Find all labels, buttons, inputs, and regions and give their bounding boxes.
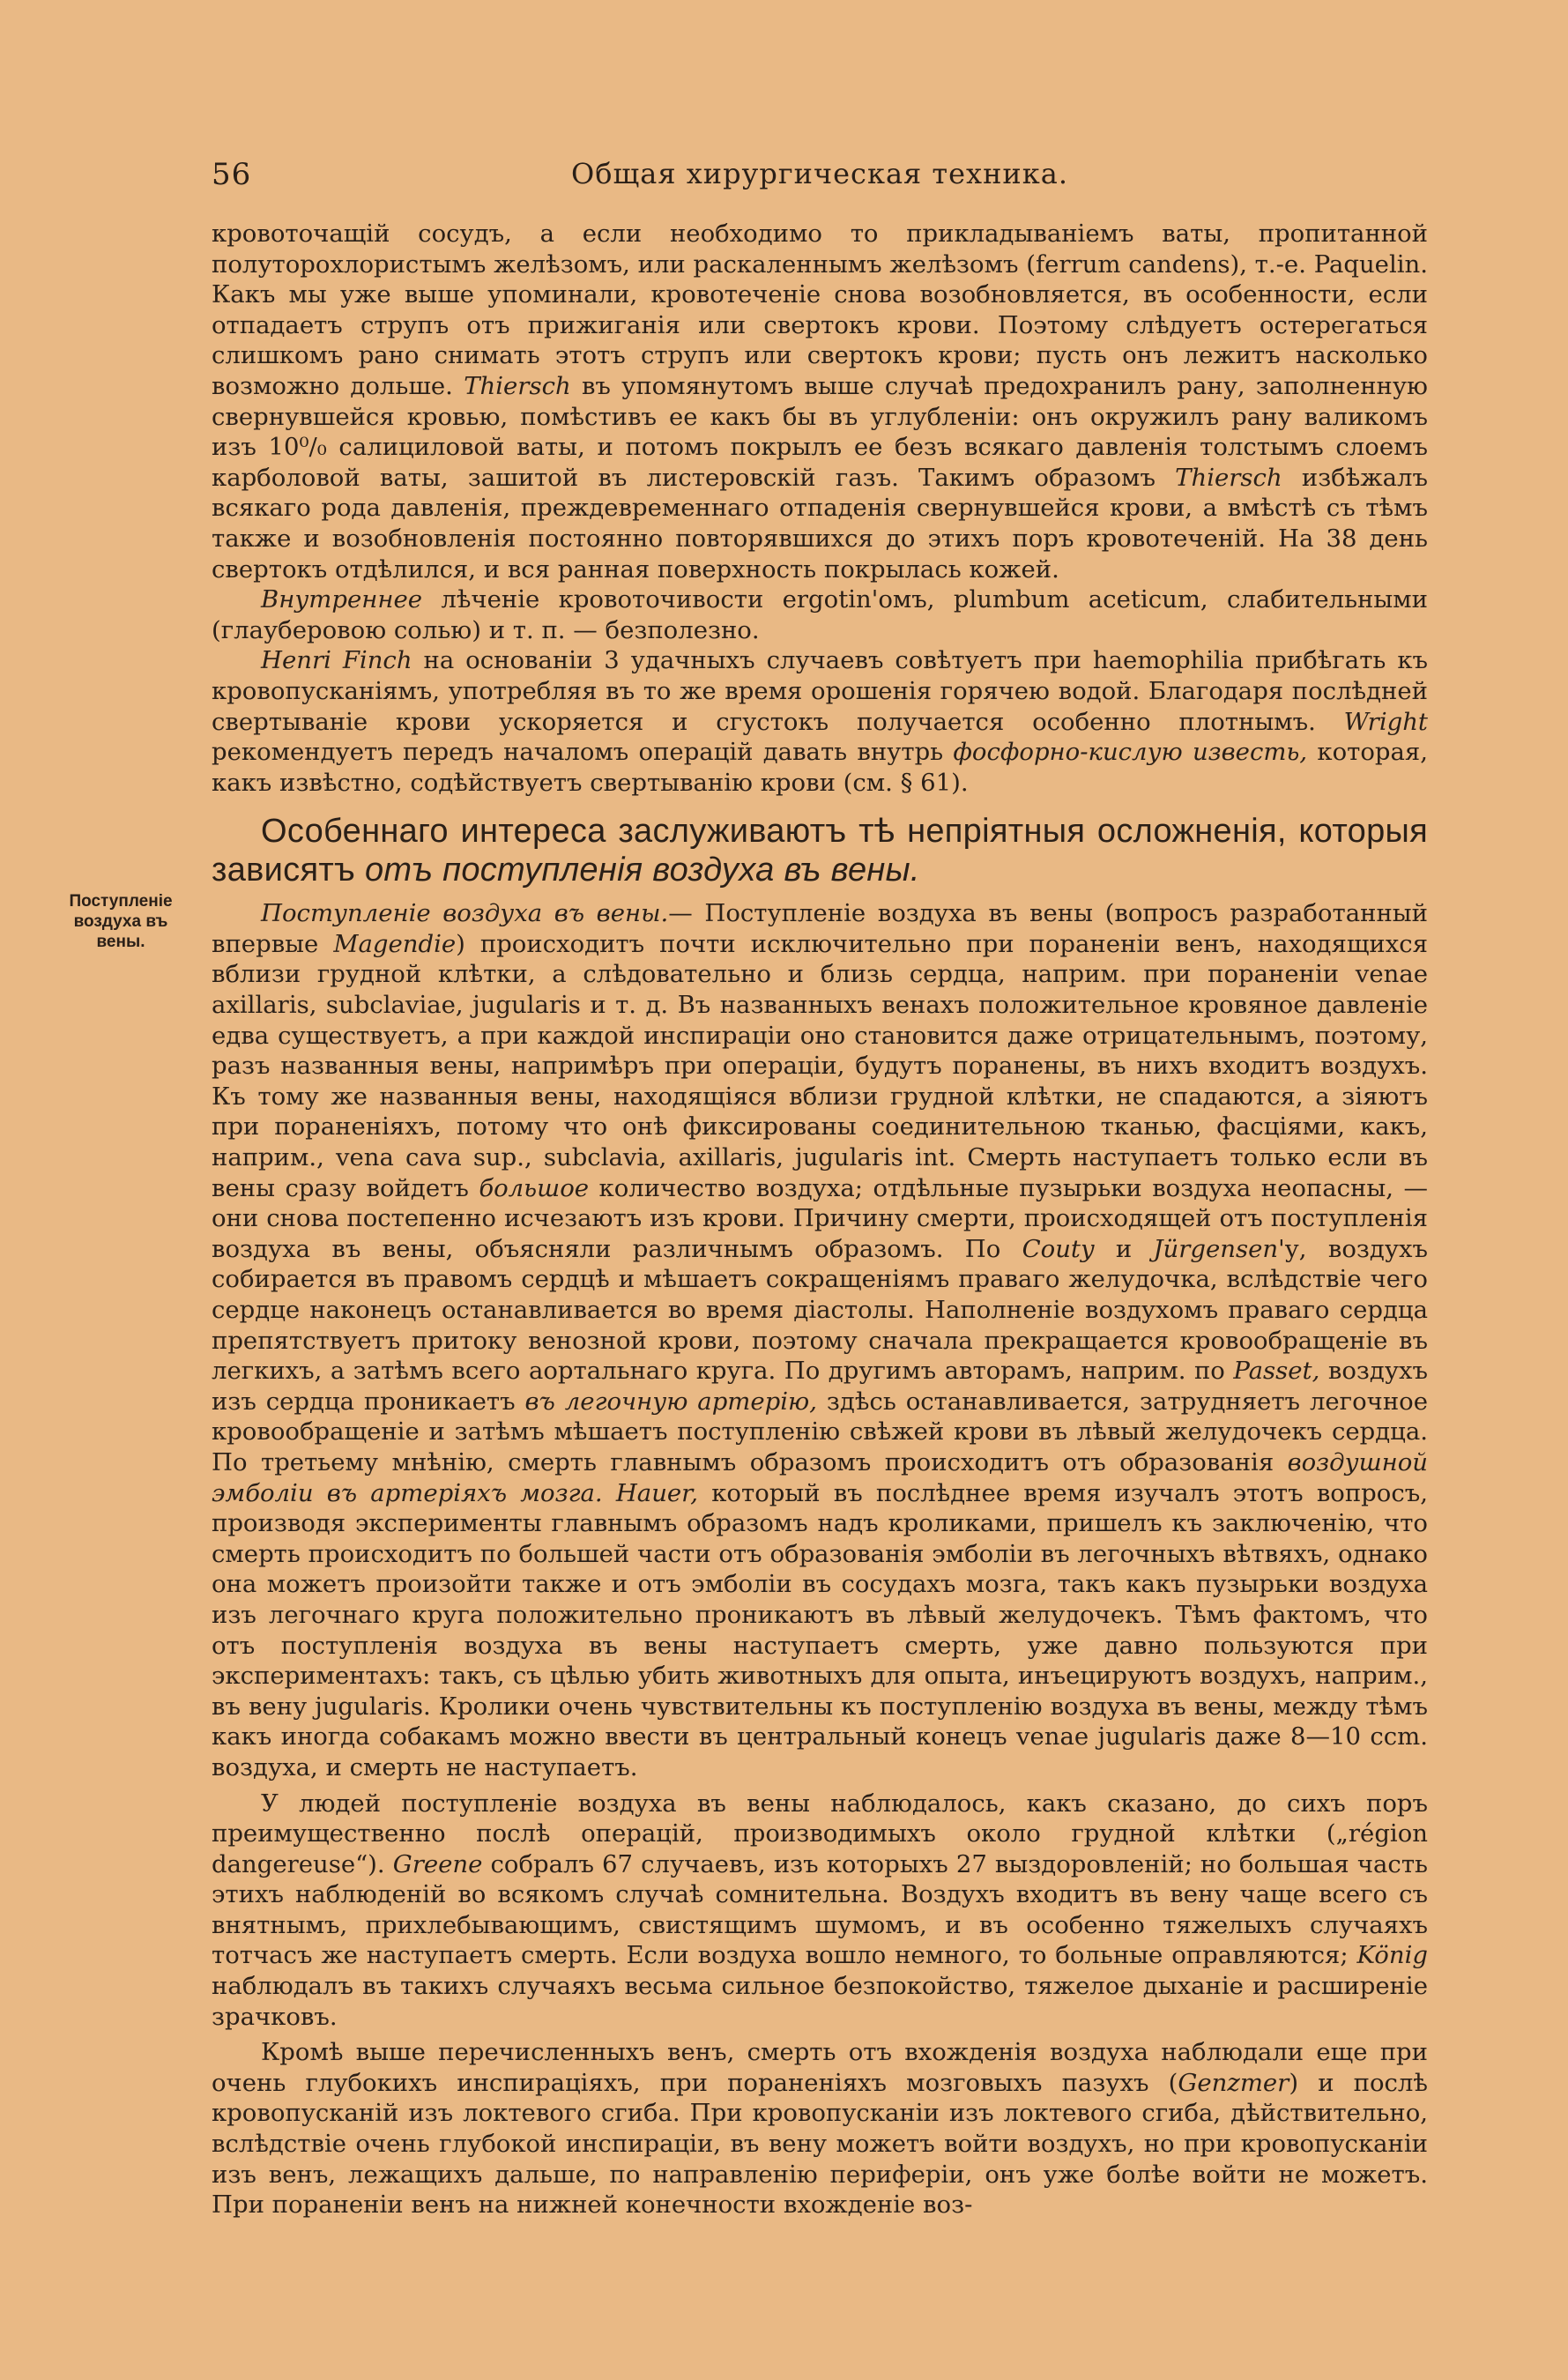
emphasis: въ легочную артерію, [524, 1387, 818, 1416]
author-name: Greene [392, 1849, 483, 1878]
emphasis: фосфорно-кислую известь, [953, 738, 1308, 767]
author-name: Thiersch [464, 371, 571, 400]
running-title: Общая хирургическая техника. [571, 157, 1068, 190]
paragraph-3 [212, 645, 1428, 798]
author-name: Henri Finch [261, 646, 412, 675]
paragraph-text: Кромѣ выше перечисленныхъ венъ, смерть отъ вхожденія воздуха наблюдали еще при очень глубокихъ инспираціяхъ, при пораненіяхъ мозговыхъ пазухъ ( [212, 2038, 1428, 2097]
text-body [212, 219, 1428, 2220]
author-name: Thiersch [1175, 463, 1282, 492]
paragraph-text: собралъ 67 случаевъ, изъ которыхъ 27 выздоровленій; но большая часть этихъ наблюденій во всякомъ случаѣ сомнительна. Воздухъ входитъ въ вену чаще всего съ внятнымъ, прихлебывающимъ, свистящимъ шумомъ, и въ особенно тяжелыхъ случаяхъ тотчасъ же наступаетъ смерть. Если воздуха вошло немного, то больные оправляются; [212, 1849, 1429, 1970]
paragraph-text: кровоточащій сосудъ, а если необходимо то прикладываніемъ ваты, пропитанной полуторохлористымъ желѣзомъ, или раскаленнымъ желѣзомъ (ferrum candens), т.-е. Paquelin. Какъ мы уже выше упоминали, кровотеченіе снова возобновляется, въ особенности, если отпадаетъ струпъ отъ прижиганія или свертокъ крови. Поэтому слѣдуетъ остерегаться слишкомъ рано снимать этотъ струпъ или свертокъ крови; пусть онъ лежитъ насколько возможно дольше. [212, 219, 1428, 400]
author-name: Hauer, [615, 1478, 699, 1507]
paragraph-text: наблюдалъ въ такихъ случаяхъ весьма сильное безпокойство, тяжелое дыханіе и расширеніе зрачковъ. [212, 1972, 1428, 2031]
paragraph-1 [212, 219, 1428, 584]
paragraph-text: которая, какъ извѣстно, содѣйствуетъ свертыванію крови (см. § 61). [212, 738, 1428, 797]
author-name: Genzmer [1178, 2068, 1289, 2097]
paragraph-text: 'у, воздухъ собирается въ правомъ сердцѣ и мѣшаетъ сокращеніямъ праваго желудочка, вслѣдствіе чего сердце наконецъ останавливается во время діастолы. Наполненіе воздухомъ праваго сердца препятствуетъ притоку венозной крови, поэтому сначала прекращается кровообращеніе въ легкихъ, а затѣмъ всего аортальнаго круга. По другимъ авторамъ, наприм. по [212, 1234, 1428, 1386]
paragraph-text: У людей поступленіе воздуха въ вены наблюдалось, какъ сказано, до сихъ поръ преимущественно послѣ операцій, производимыхъ около грудной клѣтки („région dangereuse“). [212, 1789, 1428, 1878]
emphasis: Внутреннее [261, 585, 423, 614]
paragraph-5 [212, 1789, 1428, 2033]
paragraph-6 [212, 2037, 1428, 2220]
paragraph-text: въ упомянутомъ выше случаѣ предохранилъ рану, заполненную свернувшейся кровью, помѣстивъ ее какъ бы въ углубленіи: онъ окружилъ рану валикомъ изъ 10⁰/₀ салициловой ваты, и потомъ покрылъ ее безъ всякаго давленія толстымъ слоемъ карболовой ваты, зашитой въ листеровскій газъ. Такимъ образомъ [212, 371, 1428, 492]
paragraph-text: ) происходитъ почти исключительно при пораненіи венъ, находящихся вблизи грудной клѣтки, а слѣдовательно и близь сердца, наприм. при пораненіи venae axillaris, subclaviae, jugularis и т. д. Въ названныхъ венахъ положительное кровяное давленіе едва существуетъ, а при каждой инспираціи оно становится даже отрицательнымъ, поэтому, разъ названныя вены, напримѣръ при операціи, будутъ поранены, въ нихъ входитъ воздухъ. Къ тому же названныя вены, находящіяся вблизи грудной клѣтки, не спадаются, а зіяютъ при пораненіяхъ, потому что онѣ фиксированы соединительною тканью, фасціями, какъ, наприм., vena cava sup., subclavia, axillaris, jugularis int. Смерть наступаетъ только если въ вены сразу войдетъ [212, 929, 1428, 1202]
author-name: Magendie [333, 929, 457, 958]
paragraph-2 [212, 584, 1428, 645]
page-header [212, 157, 1428, 201]
paragraph-text: лѣченіе кровоточивости ergotin'омъ, plumbum aceticum, слабительными (глауберовою солью) и т. п. — безполезно. [212, 585, 1428, 644]
paragraph-text: который въ послѣднее время изучалъ этотъ вопросъ, производя эксперименты главнымъ образомъ надъ кроликами, пришелъ къ заключенію, что смерть происходитъ по большей части отъ образованія эмболіи въ легочныхъ вѣтвяхъ, однако она можетъ произойти также и отъ эмболіи въ сосудахъ мозга, такъ какъ пузырьки воздуха изъ легочнаго круга положительно проникаютъ въ лѣвый желудочекъ. Тѣмъ фактомъ, что отъ поступленія воздуха въ вены наступаетъ смерть, уже давно пользуются при экспериментахъ: такъ, съ цѣлью убить животныхъ для опыта, инъецируютъ воздухъ, наприм., въ вену jugularis. Кролики очень чувствительны къ поступленію воздуха въ вены, между тѣмъ какъ иногда собакамъ можно ввести въ центральный конецъ venae jugularis даже 8—10 ccm. воздуха, и смерть не наступаетъ. [212, 1478, 1428, 1781]
lead-text: Особеннаго интереса заслуживаютъ тѣ непріятныя осложненія, которыя зависятъ [212, 813, 1428, 889]
paragraph-4 [212, 898, 1428, 1782]
lead-sentence [212, 812, 1428, 889]
paragraph-text: избѣжалъ всякаго рода давленія, преждевременнаго отпаденія свернувшейся крови, а вмѣстѣ съ тѣмъ также и возобновленія постоянно повторявшихся до этихъ поръ кровотеченій. На 38 день свертокъ отдѣлился, и вся ранная поверхность покрылась кожей. [212, 463, 1428, 584]
margin-note: Поступленіе воздуха въ вены. [69, 892, 173, 951]
paragraph-text: и [1115, 1234, 1133, 1263]
paragraph-text: — Поступленіе воздуха въ вены (вопросъ разработанный впервые [212, 899, 1428, 958]
lead-emphasis: отъ поступленія воздуха въ вены. [364, 852, 920, 889]
emphasis: воздушной эмболіи въ артеріяхъ мозга. [212, 1447, 1428, 1507]
author-name: König [1356, 1941, 1428, 1970]
paragraph-text: воздухъ изъ сердца проникаетъ [212, 1357, 1428, 1416]
author-name: Wright [1343, 707, 1428, 736]
emphasis: большое [479, 1173, 590, 1202]
page-number: 56 [212, 157, 252, 192]
author-name: Couty [1022, 1234, 1095, 1263]
paragraph-text: ) и послѣ кровопусканій изъ локтевого сгиба. При кровопусканіи изъ локтевого сгиба, дѣйствительно, вслѣдствіе очень глубокой инспираціи, въ вену можетъ войти воздухъ, но при кровопусканіи изъ венъ, лежащихъ дальше, по направленію периферіи, онъ уже болѣе войти не можетъ. При пораненіи венъ на нижней конечности вхожденіе воз- [212, 2068, 1428, 2220]
paragraph-text: на основаніи 3 удачныхъ случаевъ совѣтуетъ при haemophilia прибѣгать къ кровопусканіямъ, употребляя въ то же время орошенія горячею водой. Благодаря послѣдней свертываніе крови ускоряется и сгустокъ получается особенно плотнымъ. [212, 646, 1428, 736]
paragraph-text: рекомендуетъ передъ началомъ операцій давать внутрь [212, 738, 944, 767]
paragraph-text: количество воздуха; отдѣльные пузырьки воздуха неопасны, — они снова постепенно исчезаютъ изъ крови. Причину смерти, происходящей отъ поступленія воздуха въ вены, объясняли различнымъ образомъ. По [212, 1173, 1428, 1263]
paragraph-text: здѣсь останавливается, затрудняетъ легочное кровообращеніе и затѣмъ мѣшаетъ поступленію свѣжей крови въ лѣвый желудочекъ сердца. По третьему мнѣнію, смерть главнымъ образомъ происходитъ отъ образованія [212, 1387, 1428, 1476]
section-lead: Поступленіе воздуха въ вены. [261, 899, 669, 928]
author-name: Passet, [1233, 1357, 1320, 1386]
author-name: Jürgensen [1153, 1234, 1279, 1263]
